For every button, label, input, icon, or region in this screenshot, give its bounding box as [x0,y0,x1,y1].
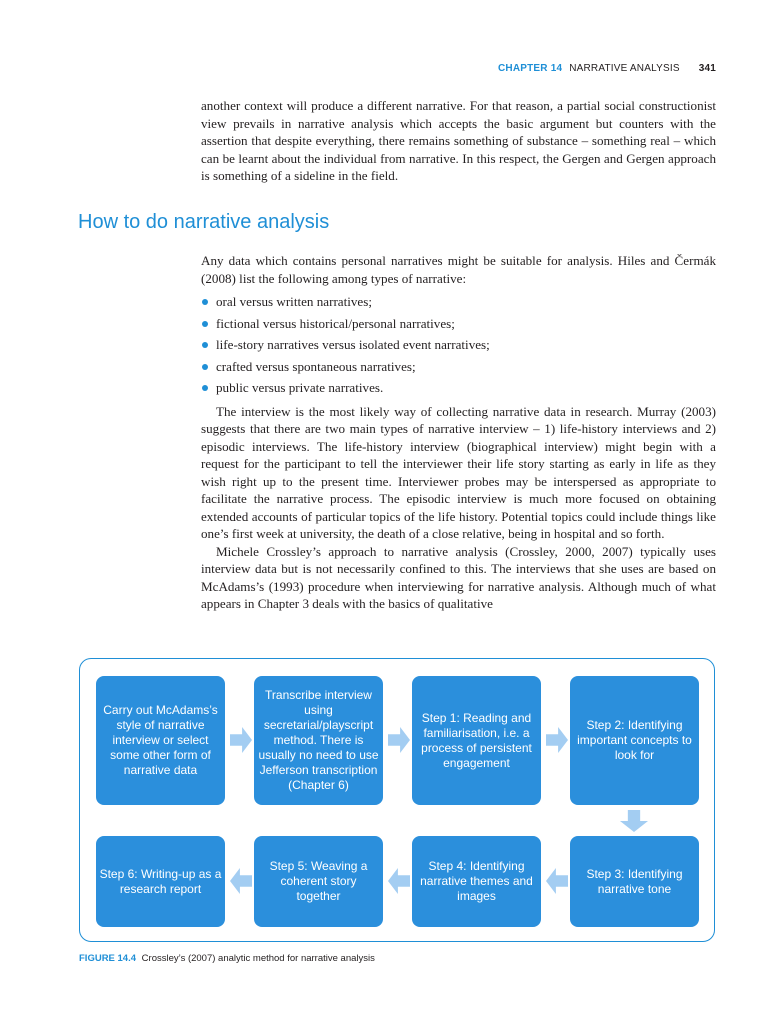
page-number: 341 [698,63,716,74]
list-item: fictional versus historical/personal narratives; [201,313,716,335]
flow-box-step-3: Step 3: Identifying narrative tone [570,836,699,927]
flow-box-interview: Carry out McAdams’s style of narrative interview or select some other form of narrative data [96,676,225,805]
paragraph-continuation: another context will produce a different narrative. For that reason, a partial social constructionist view prevails in narrative analysis which accepts the basic argument but counters with the assertion that despite everything, there remains something of substance – something real – which can be learnt about the individual from narrative. In this respect, the Gergen and Gergen approach is something of a sideline in the field. [201,98,716,183]
opening-paragraph-block [201,97,716,185]
crossley-paragraph: Michele Crossley’s approach to narrative analysis (Crossley, 2000, 2007) typically uses interview data but is not necessarily confined to this. The interviews that she uses are based on McAdams’s (1993) procedure when interviewing for narrative analysis. Although much of what appears in Chapter 3 deals with the basics of qualitative [201,543,716,611]
list-item: oral versus written narratives; [201,291,716,313]
flow-box-step-6: Step 6: Writing-up as a research report [96,836,225,927]
flow-box-step-2: Step 2: Identifying important concepts to look for [570,676,699,805]
section-heading: How to do narrative analysis [78,211,330,233]
figure-label: FIGURE 14.4 [79,953,137,964]
flow-box-step-1: Step 1: Reading and familiarisation, i.e. a process of persistent engagement [412,676,541,805]
flow-box-step-5: Step 5: Weaving a coherent story together [254,836,383,927]
bullet-icon [202,321,208,327]
flow-box-step-4: Step 4: Identifying narrative themes and images [412,836,541,927]
bullet-icon [202,385,208,391]
running-head [498,63,716,74]
chapter-number: CHAPTER 14 [497,63,563,74]
list-item: public versus private narratives. [201,377,716,399]
bullet-icon [202,364,208,370]
figure-caption [79,953,375,964]
figure-caption-text: Crossley’s (2007) analytic method for narrative analysis [141,953,375,964]
section-body [201,252,716,613]
narrative-types-list [201,291,716,399]
list-item: crafted versus spontaneous narratives; [201,356,716,378]
intro-paragraph: Any data which contains personal narratives might be suitable for analysis. Hiles and Čermák (2008) list the following among types of narrative: [201,253,716,286]
interview-paragraph: The interview is the most likely way of collecting narrative data in research. Murray (2003) suggests that there are two main types of narrative interview – 1) life-history interviews and 2) episodic interviews. The life-history interview (biographical interview) might begin with a request for the participant to tell the interviewer their life story starting as early in life as they wish right up to the present time. Interviewer probes may be interspersed as appropriate to facilitate the narrative process. The episodic interview is much more focused on obtaining extended accounts of particular topics of the life history. Potential topics could include things like one’s first week at university, the death of a close relative, being in hospital and so forth. [201,403,716,541]
bullet-icon [202,299,208,305]
flow-box-transcribe: Transcribe interview using secretarial/playscript method. There is usually no need to use Jefferson transcription (Chapter 6) [254,676,383,805]
chapter-title: NARRATIVE ANALYSIS [569,63,680,74]
list-item: life-story narratives versus isolated event narratives; [201,334,716,356]
bullet-icon [202,342,208,348]
